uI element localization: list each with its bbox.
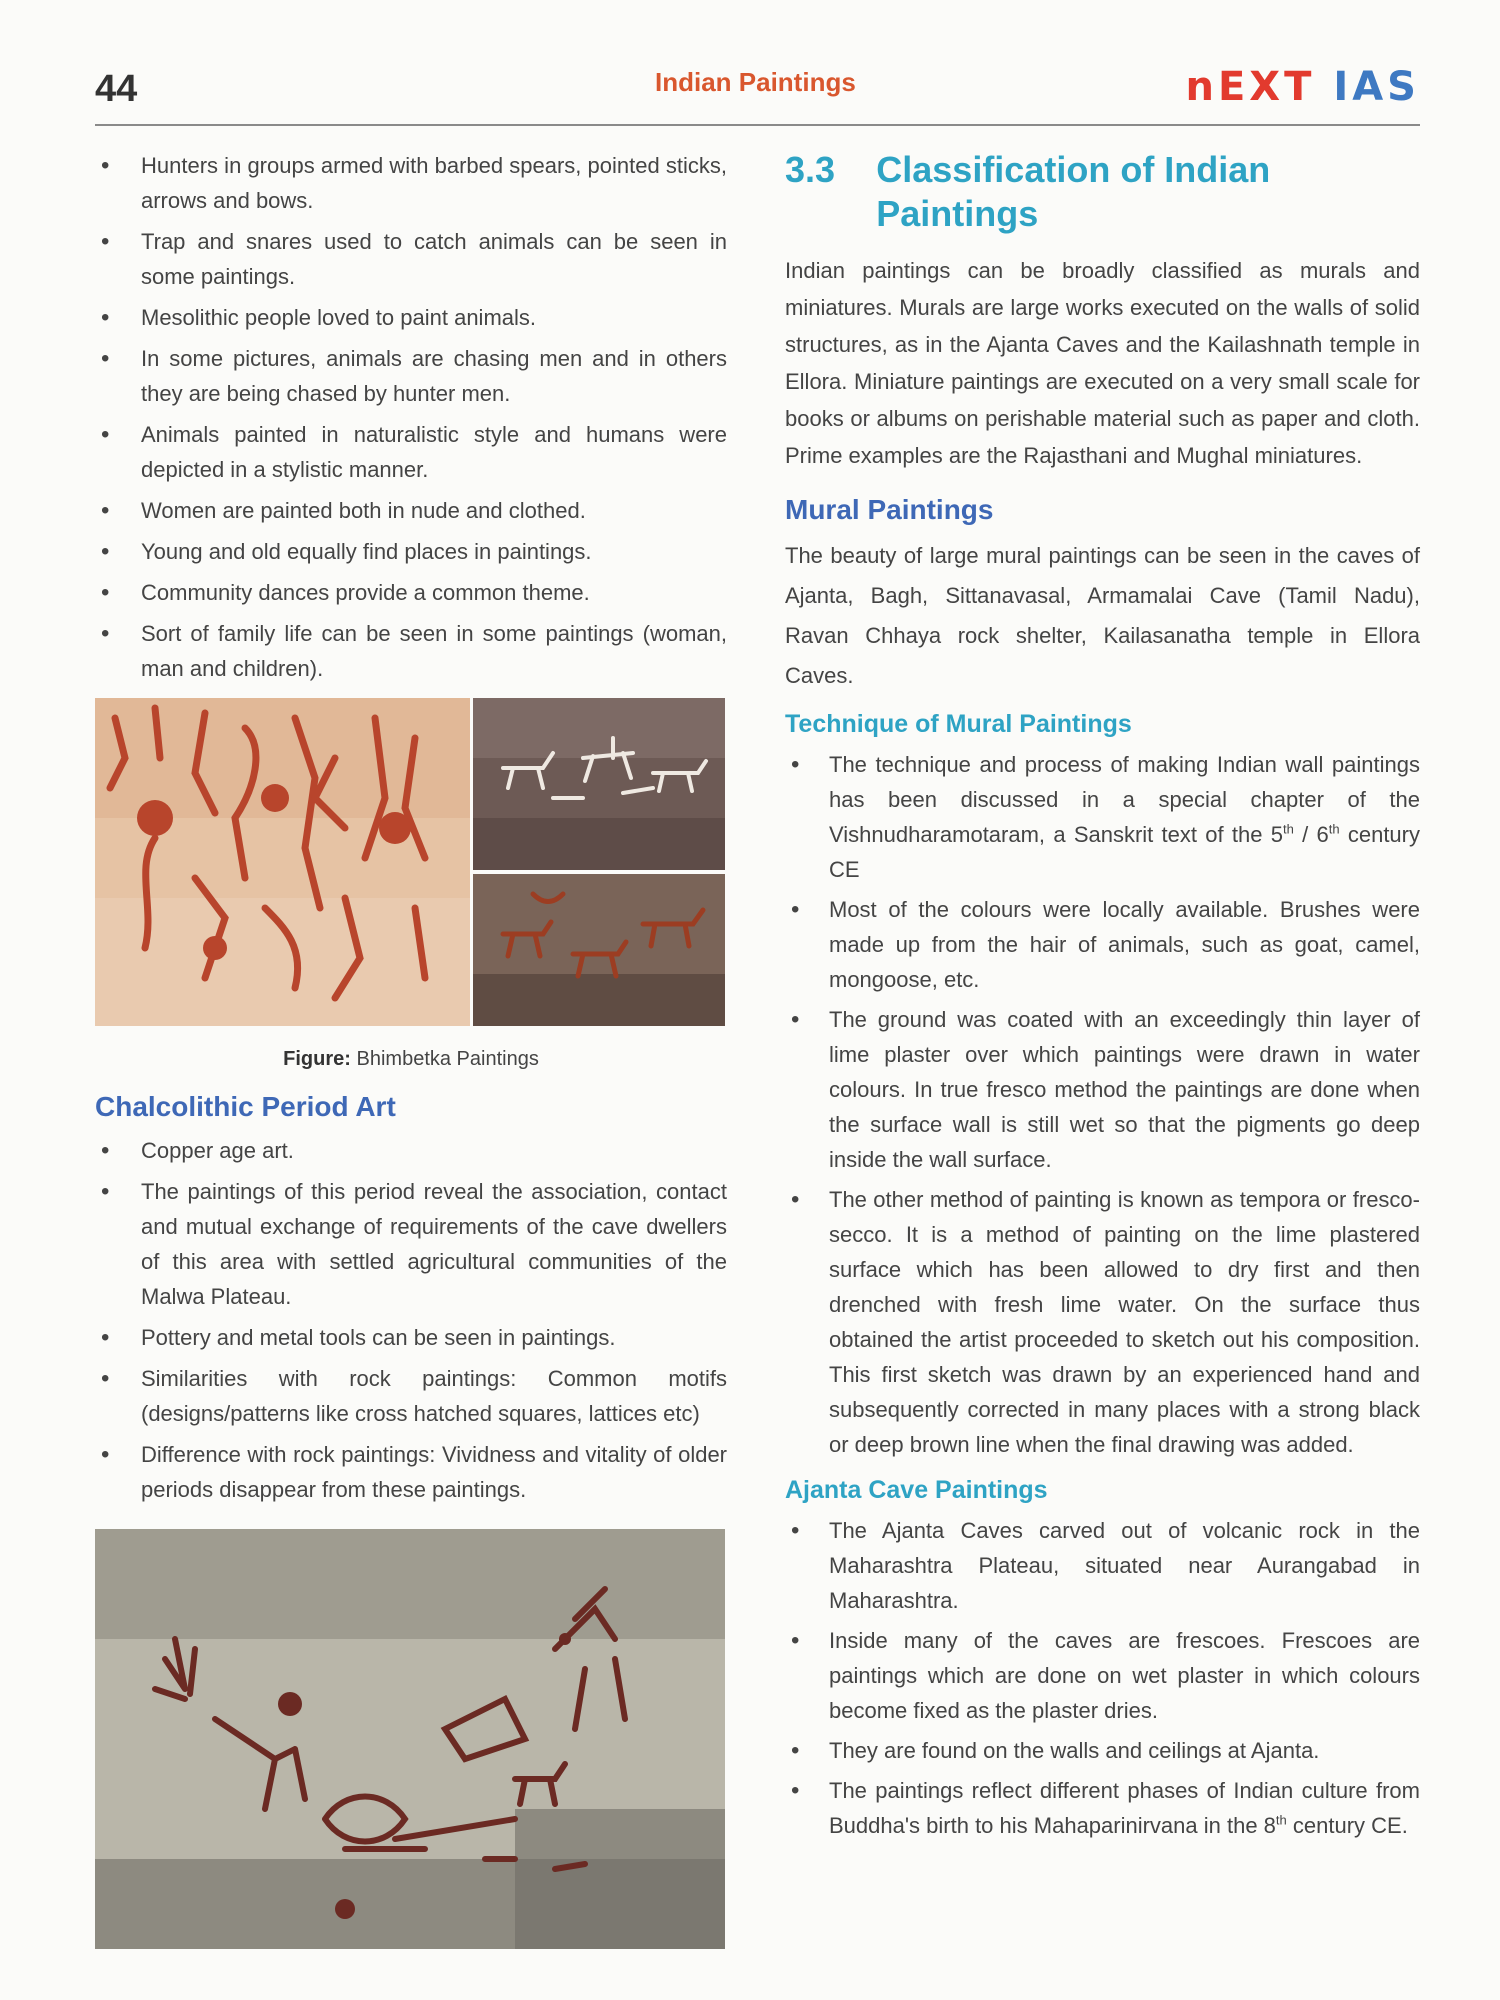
page-number: 44 [95, 68, 138, 110]
list-item [785, 747, 1420, 887]
technique-text: / 6 [1293, 822, 1329, 847]
ajanta-heading: Ajanta Cave Paintings [785, 1476, 1048, 1504]
page-header [95, 62, 1420, 124]
superscript: th [1275, 1812, 1287, 1828]
figure-caption [95, 1048, 727, 1071]
mural-paintings-heading: Mural Paintings [785, 494, 994, 525]
brand-logo-part1: nEXT [1185, 64, 1316, 110]
book-title: Indian Paintings [655, 67, 856, 97]
superscript: th [1328, 821, 1340, 837]
list-item: • Women are painted both in nude and clothed. [95, 493, 727, 528]
list-item: • The Ajanta Caves carved out of volcanic rock in the Maharashtra Plateau, situated near Aurangabad in Maharashtra. [785, 1513, 1420, 1618]
list-item: • Young and old equally find places in paintings. [95, 534, 727, 569]
list-item: • Similarities with rock paintings: Common motifs (designs/patterns like cross hatched squares, lattices etc) [95, 1361, 727, 1431]
list-item: • Animals painted in naturalistic style and humans were depicted in a stylistic manner. [95, 417, 727, 487]
list-item: • In some pictures, animals are chasing men and in others they are being chased by hunter men. [95, 341, 727, 411]
chalcolithic-bullet-list [95, 1133, 727, 1507]
list-item: • The paintings of this period reveal the association, contact and mutual exchange of requirements of the cave dwellers of this area with settled agricultural communities of the Malwa Plateau. [95, 1174, 727, 1314]
list-item: • The ground was coated with an exceedingly thin layer of lime plaster over which paintings were drawn in water colours. In true fresco method the paintings are done when the surface wall is still wet so that the pigments go deep inside the wall surface. [785, 1002, 1420, 1177]
technique-bullet-list [785, 747, 1420, 1462]
section-intro-paragraph: Indian paintings can be broadly classified as murals and miniatures. Murals are large works executed on the walls of solid structures, as in the Ajanta Caves and the Kailashnath temple in Ellora. Miniature paintings are executed on a very small scale for books or albums on perishable material such as paper and cloth. Prime examples are the Rajasthani and Mughal miniatures. [785, 258, 1420, 468]
superscript: th [1283, 821, 1294, 837]
brand-logo [1185, 64, 1420, 110]
list-item: • Most of the colours were locally available. Brushes were made up from the hair of animals, such as goat, camel, mongoose, etc. [785, 892, 1420, 997]
technique-text: The technique and process of making Indian wall paintings has been discussed in a special chapter of the Vishnudharamotaram, a Sanskrit text of the 5 [829, 752, 1420, 847]
bhimbetka-photo-collage [95, 698, 725, 1026]
figure-label: Figure: [283, 1048, 351, 1070]
list-item: • They are found on the walls and ceilings at Ajanta. [785, 1733, 1420, 1768]
ajanta-text: The paintings reflect different phases of Indian culture from Buddha's birth to his Mahaparinirvana in the 8 [829, 1778, 1420, 1838]
figure-caption-text: Bhimbetka Paintings [356, 1048, 539, 1070]
list-item [785, 1773, 1420, 1843]
section-number: 3.3 [785, 149, 836, 190]
right-column [785, 148, 1420, 1848]
list-item: • Inside many of the caves are frescoes. Frescoes are paintings which are done on wet plaster in which colours become fixed as the plaster dries. [785, 1623, 1420, 1728]
left-column [95, 148, 727, 1513]
intro-bullet-list [95, 148, 727, 686]
list-item: • The other method of painting is known as tempora or fresco-secco. It is a method of painting on the lime plastered surface which has been allowed to dry first and then drenched with fresh lime water. On the surface thus obtained the artist proceeded to sketch out his composition. This first sketch was drawn by an experienced hand and subsequently corrected in many places with a strong black or deep brown line when the final drawing was added. [785, 1182, 1420, 1462]
list-item: • Community dances provide a common theme. [95, 575, 727, 610]
chalcolithic-heading: Chalcolithic Period Art [95, 1091, 396, 1122]
rock-painting-photo-bottom-right [473, 874, 725, 1026]
section-title: Classification of Indian Paintings [876, 149, 1271, 234]
mural-paintings-paragraph: The beauty of large mural paintings can be seen in the caves of Ajanta, Bagh, Sittanavasal, Armamalai Cave (Tamil Nadu), Ravan Chhaya rock shelter, Kailasanatha temple in Ellora Caves. [785, 543, 1420, 688]
list-item: • Trap and snares used to catch animals can be seen in some paintings. [95, 224, 727, 294]
list-item: • Copper age art. [95, 1133, 727, 1168]
section-heading [785, 148, 1420, 236]
list-item: • Mesolithic people loved to paint animals. [95, 300, 727, 335]
header-divider [95, 124, 1420, 126]
list-item: • Sort of family life can be seen in some paintings (woman, man and children). [95, 616, 727, 686]
ajanta-text: century CE. [1286, 1813, 1408, 1838]
rock-painting-photo-top-right [473, 698, 725, 870]
list-item: • Hunters in groups armed with barbed spears, pointed sticks, arrows and bows. [95, 148, 727, 218]
brand-logo-part2: IAS [1333, 64, 1420, 110]
list-item: • Difference with rock paintings: Vividness and vitality of older periods disappear from these paintings. [95, 1437, 727, 1507]
ajanta-bullet-list [785, 1513, 1420, 1843]
technique-heading: Technique of Mural Paintings [785, 710, 1132, 738]
list-item: • Pottery and metal tools can be seen in paintings. [95, 1320, 727, 1355]
chalcolithic-rock-painting-photo [95, 1529, 725, 1949]
technique-text: century CE [829, 822, 1420, 882]
rock-painting-photo-left [95, 698, 470, 1026]
